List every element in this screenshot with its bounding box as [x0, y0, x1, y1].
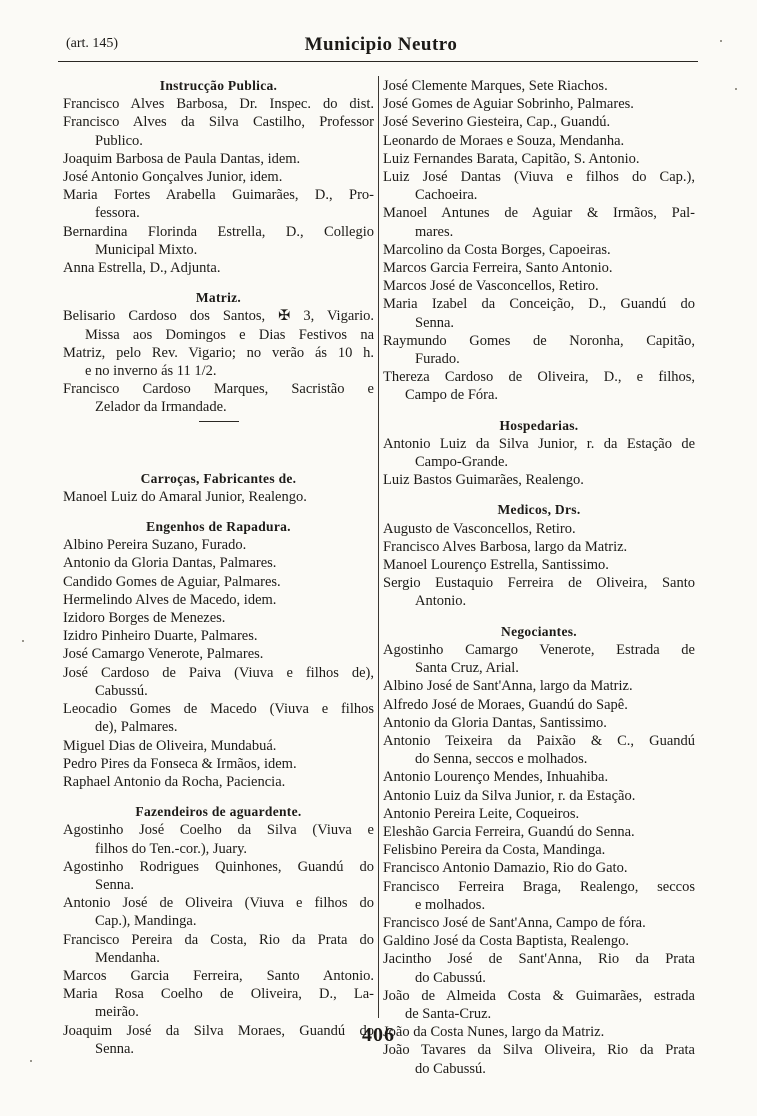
spacer [63, 791, 374, 803]
entry-line: Alfredo José de Moraes, Guandú do Sapê. [383, 696, 628, 713]
entry-line: filhos do Ten.-cor.), Juary. [95, 840, 248, 857]
spacer [63, 422, 374, 470]
entry-line: Albino José de Sant'Anna, largo da Matriz. [383, 678, 633, 695]
section-heading: Negociantes. [501, 623, 577, 639]
entry-line: Francisco José de Sant'Anna, Campo de fóra. [383, 914, 646, 931]
entry-line: Francisco Alves da Silva Castilho, Professor [63, 114, 374, 131]
entry-line: Sergio Eustaquio Ferreira de Oliveira, Santo [383, 575, 695, 592]
entry-line: Antonio Pereira Leite, Coqueiros. [383, 805, 580, 822]
entry-line: do Cabussú. [415, 969, 486, 986]
entry-line: Marcos Garcia Ferreira, Santo Antonio. [63, 967, 374, 984]
entry-line: Marcolino da Costa Borges, Capoeiras. [383, 241, 611, 258]
entry-line: Missa aos Domingos e Dias Festivos na [85, 326, 374, 343]
spacer [383, 489, 695, 501]
article-reference: (art. 145) [66, 36, 119, 51]
entry-line: Antonio José de Oliveira (Viuva e filhos do [63, 895, 374, 912]
entry-line: meirão. [95, 1004, 139, 1021]
entry-line: Raymundo Gomes de Noronha, Capitão, [383, 332, 695, 349]
section-heading: Matriz. [195, 290, 242, 306]
entry-line: Anna Estrella, D., Adjunta. [63, 260, 221, 277]
section-heading: Hospedarias. [499, 417, 579, 433]
entry-line: Bernardina Florinda Estrella, D., Collegio [63, 223, 374, 240]
entry-line: Francisco Pereira da Costa, Rio da Prata do [63, 931, 374, 948]
entry-line: Izidoro Borges de Menezes. [63, 610, 226, 627]
entry-line: Miguel Dias de Oliveira, Mundabuá. [63, 737, 277, 754]
section-heading: Fazendeiros de aguardente. [135, 804, 302, 820]
entry-line: Manoel Antunes de Aguiar & Irmãos, Pal- [383, 205, 695, 222]
entry-line: Agostinho Rodrigues Quinhones, Guandú do [63, 858, 374, 875]
entry-line: José Clemente Marques, Sete Riachos. [383, 78, 608, 94]
entry-line: Manoel Lourenço Estrella, Santissimo. [383, 557, 609, 574]
scan-speck [30, 1060, 32, 1062]
entry-line: Joaquim Barbosa de Paula Dantas, idem. [63, 150, 301, 167]
entry-line: Eleshão Garcia Ferreira, Guandú do Senna. [383, 823, 635, 840]
entry-line: João da Costa Nunes, largo da Matriz. [383, 1024, 605, 1041]
entry-line: Maria Izabel da Conceição, D., Guandú do [383, 296, 695, 313]
entry-line: José Severino Giesteira, Cap., Guandú. [383, 114, 611, 131]
entry-line: Luiz Bastos Guimarães, Realengo. [383, 472, 584, 489]
entry-line: Antonio Luiz da Silva Junior, r. da Estação de [383, 435, 695, 452]
entry-line: Francisco Antonio Damazio, Rio do Gato. [383, 860, 628, 877]
entry-line: Mendanha. [95, 949, 160, 966]
entry-line: José Camargo Venerote, Palmares. [63, 646, 264, 663]
entry-line: do Senna, seccos e molhados. [415, 751, 588, 768]
entry-line: Luiz José Dantas (Viuva e filhos do Cap.), [383, 169, 695, 186]
entry-line: Joaquim José da Silva Moraes, Guandú do [63, 1022, 374, 1039]
entry-line: Felisbino Pereira da Costa, Mandinga. [383, 842, 606, 859]
entry-line: José Cardoso de Paiva (Viuva e filhos de), [63, 664, 374, 681]
spacer [383, 405, 695, 417]
entry-line: Antonio Lourenço Mendes, Inhuahiba. [383, 769, 609, 786]
entry-line: do Cabussú. [415, 1060, 486, 1077]
entry-line: Luiz Fernandes Barata, Capitão, S. Antonio. [383, 150, 640, 167]
entry-line: José Gomes de Aguiar Sobrinho, Palmares. [383, 96, 634, 113]
entry-line: Municipal Mixto. [95, 241, 198, 258]
section-heading: Engenhos de Rapadura. [146, 519, 291, 535]
column-divider [378, 76, 379, 1018]
entry-line: Candido Gomes de Aguiar, Palmares. [63, 573, 281, 590]
entry-line: e molhados. [415, 896, 486, 913]
entry-line: Galdino José da Costa Baptista, Realengo. [383, 933, 630, 950]
entry-line: Albino Pereira Suzano, Furado. [63, 537, 247, 554]
left-column [63, 77, 374, 1058]
spacer [63, 506, 374, 518]
entry-line: de), Palmares. [95, 719, 178, 736]
entry-line: Maria Fortes Arabella Guimarães, D., Pro- [63, 187, 374, 204]
entry-line: Manoel Luiz do Amaral Junior, Realengo. [63, 488, 307, 505]
entry-line: Santa Cruz, Arial. [415, 660, 519, 677]
entry-line: Francisco Alves Barbosa, largo da Matriz. [383, 538, 628, 555]
entry-line: João Tavares da Silva Oliveira, Rio da Prata [383, 1042, 695, 1059]
section-heading: Medicos, Drs. [497, 502, 581, 518]
entry-line: Francisco Ferreira Braga, Realengo, seccos [383, 878, 695, 895]
entry-line: Zelador da Irmandade. [95, 399, 227, 416]
entry-line: Francisco Cardoso Marques, Sacristão e [63, 381, 374, 398]
entry-line: Maria Rosa Coelho de Oliveira, D., La- [63, 986, 374, 1003]
entry-line: Augusto de Vasconcellos, Retiro. [383, 520, 576, 537]
entry-line: Senna. [95, 876, 135, 893]
entry-line: Cap.), Mandinga. [95, 913, 197, 930]
entry-line: João de Almeida Costa & Guimarães, estrada [383, 987, 695, 1004]
spacer [383, 611, 695, 623]
entry-line: Antonio. [415, 593, 467, 610]
entry-line: Matriz, pelo Rev. Vigario; no verão ás 10 h. [63, 344, 374, 361]
entry-line: Antonio Teixeira da Paixão & C., Guandú [383, 732, 695, 749]
scan-speck [735, 88, 737, 90]
entry-line: Senna. [95, 1040, 135, 1057]
entry-line: Antonio da Gloria Dantas, Palmares. [63, 555, 277, 572]
entry-line: Furado. [415, 351, 460, 368]
entry-line: fessora. [95, 205, 140, 222]
right-column [383, 77, 695, 1078]
entry-line: Campo de Fóra. [405, 387, 499, 404]
entry-line: Raphael Antonio da Rocha, Paciencia. [63, 773, 286, 790]
entry-line: Jacintho José de Sant'Anna, Rio da Prata [383, 951, 695, 968]
entry-line: de Santa-Cruz. [405, 1005, 492, 1022]
scan-speck [720, 40, 722, 42]
section-heading: Carroças, Fabricantes de. [140, 470, 297, 486]
entry-line: Publico. [95, 132, 143, 149]
page-header [66, 34, 696, 58]
entry-line: Antonio Luiz da Silva Junior, r. da Estação. [383, 787, 636, 804]
entry-line: Belisario Cardoso dos Santos, ✠ 3, Vigario. [63, 308, 374, 325]
entry-line: e no inverno ás 11 1/2. [85, 363, 217, 380]
entry-line: Cachoeira. [415, 187, 478, 204]
entry-line: Campo-Grande. [415, 454, 509, 471]
header-rule [58, 61, 698, 62]
entry-line: mares. [415, 223, 454, 240]
entry-line: Hermelindo Alves de Macedo, idem. [63, 591, 277, 608]
page-title: Municipio Neutro [304, 34, 458, 55]
entry-line: Leocadio Gomes de Macedo (Viuva e filhos [63, 701, 374, 718]
entry-line: Cabussú. [95, 682, 148, 699]
spacer [63, 277, 374, 289]
entry-line: Pedro Pires da Fonseca & Irmãos, idem. [63, 755, 297, 772]
entry-line: Agostinho Camargo Venerote, Estrada de [383, 641, 695, 658]
entry-line: Francisco Alves Barbosa, Dr. Inspec. do dist. [63, 96, 374, 113]
scan-speck [22, 640, 24, 642]
entry-line: José Antonio Gonçalves Junior, idem. [63, 169, 283, 186]
entry-line: Izidro Pinheiro Duarte, Palmares. [63, 628, 258, 645]
entry-line: Agostinho José Coelho da Silva (Viuva e [63, 822, 374, 839]
entry-line: Marcos José de Vasconcellos, Retiro. [383, 278, 599, 295]
entry-line: Thereza Cardoso de Oliveira, D., e filhos, [383, 369, 695, 386]
entry-line: Leonardo de Moraes e Souza, Mendanha. [383, 132, 625, 149]
entry-line: Senna. [415, 314, 455, 331]
entry-line: Antonio da Gloria Dantas, Santissimo. [383, 714, 607, 731]
page-number: 406 [362, 1024, 395, 1046]
section-heading: Instrucção Publica. [159, 78, 278, 93]
entry-line: Marcos Garcia Ferreira, Santo Antonio. [383, 260, 613, 277]
